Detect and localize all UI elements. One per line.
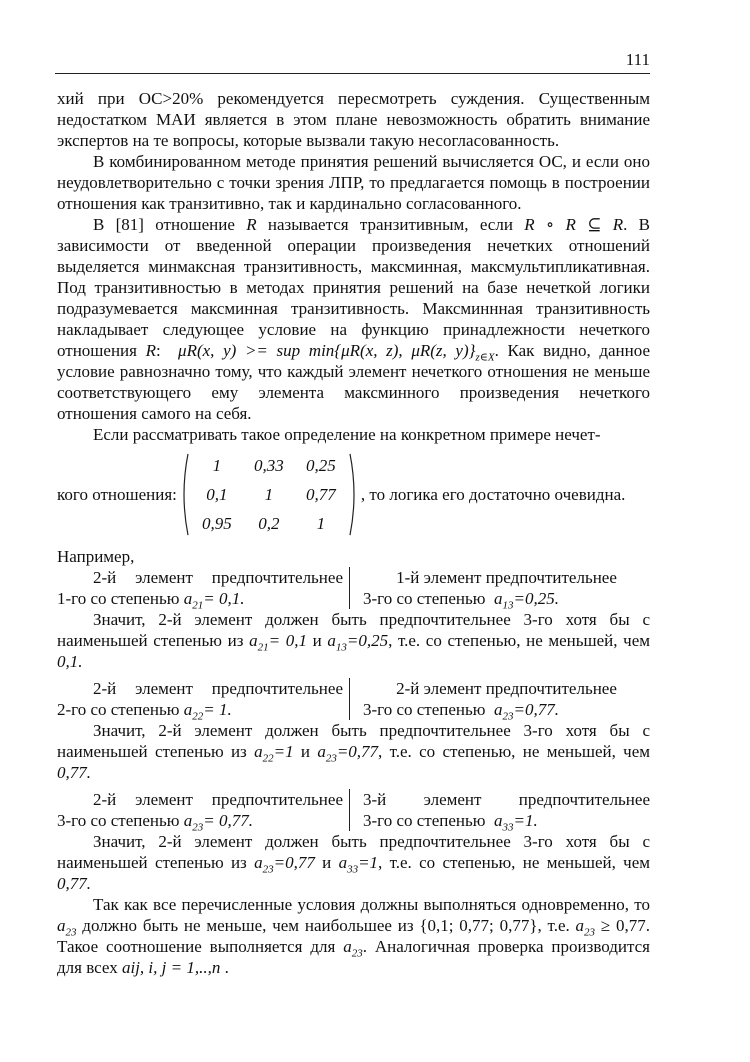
matrix-cell: 0,25 bbox=[306, 456, 336, 475]
matrix-cell: 1 bbox=[264, 485, 274, 504]
right-bracket bbox=[349, 453, 359, 536]
comparison-block: 2-й элемент предпочтительнее 1-го со степенью $a_{21}= 0,1$. 1-й элемент предпочтительнее 3-го со степенью $a_{13}=0,25$. bbox=[57, 568, 617, 612]
matrix-cell: 1 bbox=[212, 456, 222, 475]
paragraph-1: хий при ОС>20% рекомендуется пересмотреть суждения. Существенным недостатком МАИ является в этом плане невозможность обратить внимание экспертов на те вопросы, которые вызвали такую несогласованность. bbox=[57, 89, 650, 150]
conclusion-2: Значит, 2-й элемент должен быть предпочтительнее 3-го хотя бы с наименьшей степенью из $a_{22}=1$ и $a_{23}=0,77$, т.е. со степенью, не меньшей, чем 0,77. bbox=[57, 721, 651, 782]
matrix-cell: 0,77 bbox=[306, 485, 336, 504]
matrix-cell: 1 bbox=[316, 514, 326, 533]
formula-subscript: z∈X bbox=[475, 351, 495, 364]
page-body bbox=[57, 88, 650, 978]
matrix-lead-text: кого отношения: bbox=[57, 485, 177, 504]
page-number: 111 bbox=[625, 50, 650, 69]
left-bracket bbox=[179, 453, 189, 536]
example-label: Например, bbox=[57, 547, 135, 566]
relation-symbol: R bbox=[246, 215, 257, 234]
transitivity-formula: R ∘ R ⊆ R bbox=[524, 215, 624, 234]
comparison-block: 2-й элемент предпочтительнее 2-го со степенью $a_{22}= 1$. 2-й элемент предпочтительнее 3-го со степенью $a_{23}=0,77$. bbox=[57, 679, 617, 723]
maxmin-formula: μR(x, y) >= sup min{μR(x, z), μR(z, y)} bbox=[178, 341, 476, 360]
paragraph-3: В [81] отношение R называется транзитивным, если R ∘ R ⊆ R. В зависимости от введенной операции произведения нечетких отношений выделяется минмаксная транзитивность, максминная, максмультипликативная. Под транзитивностью в методах принятия решений на базе нечеткой логики подразумевается максминная транзитивность. Максминнная транзитивность накладывает следующее условие на функцию принадлежности нечеткого отношения R: μR(x, y) >= sup min{μR(x, z), μR(z, $y)\}_{z\in X}$. Как видно, данное условие равнозначно тому, что каждый элемент нечеткого отношения не меньше соответствующего ему элемента максминного произведения нечеткого отношения самого на себя. bbox=[57, 215, 651, 423]
comparison-block: 2-й элемент предпочтительнее 3-го со степенью $a_{23}= 0,77$. 3-й элемент предпочтительнее 3-го со степенью $a_{33}=1$. bbox=[57, 790, 650, 834]
conclusion-1: Значит, 2-й элемент должен быть предпочтительнее 3-го хотя бы с наименьшей степенью из $a_{21}= 0,1$ и $a_{13}=0,25$, т.е. со степенью, не меньшей, чем 0,1. bbox=[57, 610, 651, 671]
index-formula: aij, i, j = 1,..,n bbox=[121, 958, 221, 977]
matrix-trail-text: , то логика его достаточно очевидна. bbox=[360, 485, 626, 504]
final-paragraph: Так как все перечисленные условия должны выполняться одновременно, то $a_{23}$ должно быть не меньше, чем наибольшее из {0,1; 0,77; 0,77}, т.е. $a_{23} \ge 0,77$. Такое соотношение выполняется для $a_{23}$. Аналогичная проверка производится для всех aij, i, j = 1,..,n . bbox=[57, 895, 650, 977]
matrix-cell: 0,1 bbox=[206, 485, 228, 504]
conclusion-3: Значит, 2-й элемент должен быть предпочтительнее 3-го хотя бы с наименьшей степенью из $a_{23}=0,77$ и $a_{33}=1$, т.е. со степенью, не меньшей, чем 0,77. bbox=[57, 832, 651, 893]
header-rule bbox=[55, 73, 650, 74]
paragraph-4: Если рассматривать такое определение на конкретном примере нечет- bbox=[93, 425, 601, 444]
matrix-cell: 0,95 bbox=[202, 514, 232, 533]
paragraph-2: В комбинированном методе принятия решений вычисляется ОС, и если оно неудовлетворительно с точки зрения ЛПР, то предлагается помощь в построении отношения как транзитивно, так и кардинально согласованного. bbox=[57, 152, 650, 213]
fuzzy-relation-matrix bbox=[181, 453, 357, 536]
matrix-cell: 0,2 bbox=[258, 514, 280, 533]
matrix-line bbox=[57, 453, 650, 536]
matrix-cell: 0,33 bbox=[254, 456, 284, 475]
